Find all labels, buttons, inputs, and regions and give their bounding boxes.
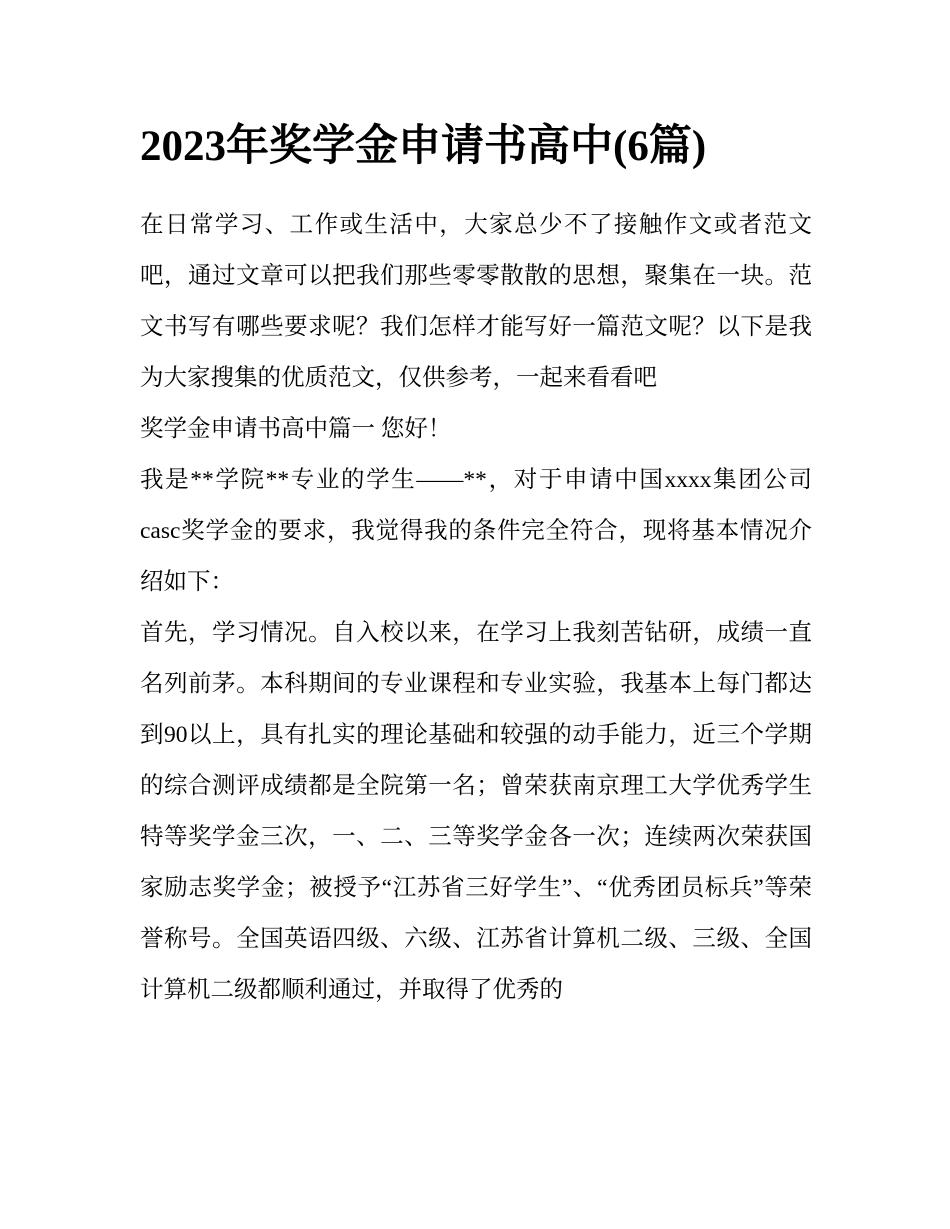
document-title: 2023年奖学金申请书高中(6篇) bbox=[140, 123, 707, 170]
intro-paragraph: 在日常学习、工作或生活中，大家总少不了接触作文或者范文吧，通过文章可以把我们那些零零散散的思想，聚集在一块。范文书写有哪些要求呢？我们怎样才能写好一篇范文呢？以下是我为大家搜集的优质范文，仅供参考，一起来看看吧 bbox=[140, 212, 812, 391]
document-content bbox=[140, 118, 812, 1016]
study-situation-paragraph: 首先，学习情况。自入校以来，在学习上我刻苦钻研，成绩一直名列前茅。本科期间的专业课程和专业实验，我基本上每门都达到90以上，具有扎实的理论基础和较强的动手能力，近三个学期的综合测评成绩都是全院第一名；曾荣获南京理工大学优秀学生特等奖学金三次，一、二、三等奖学金各一次；连续两次荣获国家励志奖学金；被授予“江苏省三好学生”、“优秀团员标兵”等荣誉称号。全国英语四级、六级、江苏省计算机二级、三级、全国计算机二级都顺利通过，并取得了优秀的 bbox=[140, 620, 812, 1003]
section-heading-paragraph: 奖学金申请书高中篇一 您好！ bbox=[140, 416, 452, 442]
self-introduction-paragraph: 我是**学院**专业的学生——**，对于申请中国xxxx集团公司casc奖学金的要求，我觉得我的条件完全符合，现将基本情况介绍如下： bbox=[140, 467, 812, 595]
